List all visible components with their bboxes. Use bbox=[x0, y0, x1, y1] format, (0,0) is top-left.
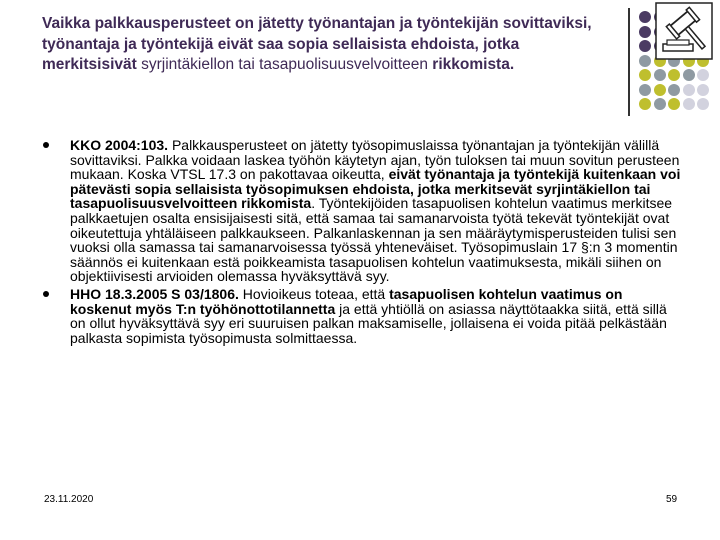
bullet-text-bold: eivät työnantaja ja työntekijä kuitenkaan voi pätevästi sopia sellaisista työsopimuksen ehdoista, jotka merkitsevät syrjintäkiellon tai tasapuolisuusvelvoitteen rikkomista bbox=[70, 166, 681, 212]
decorative-dot bbox=[639, 40, 651, 52]
bullet-text-bold: tasapuolisen kohtelun vaatimus on koskenut myös T:n työhönottotilannetta bbox=[70, 285, 623, 317]
bullet-text-bold: KKO 2004:103. bbox=[70, 137, 169, 153]
decorative-dot bbox=[639, 69, 651, 81]
decorative-dot bbox=[697, 98, 709, 110]
decorative-dot bbox=[639, 98, 651, 110]
decorative-dot bbox=[639, 55, 651, 67]
decorative-dot bbox=[668, 98, 680, 110]
decorative-divider bbox=[628, 8, 630, 116]
title-bold-part: Vaikka palkkausperusteet on jätetty työnantajan ja työntekijän sovittaviksi, työnantaja ja työntekijä eivät saa sopia sellaisista ehdoista, jotka merkitsisivät bbox=[42, 15, 592, 73]
bullet-item bbox=[42, 138, 682, 284]
decorative-dot bbox=[683, 98, 695, 110]
bullet-text: Hovioikeus toteaa, että bbox=[238, 285, 390, 302]
decorative-dot bbox=[654, 98, 666, 110]
decorative-dot bbox=[683, 69, 695, 81]
decorative-dot bbox=[654, 84, 666, 96]
decorative-dot bbox=[639, 11, 651, 23]
bullet-marker bbox=[43, 142, 49, 148]
decorative-dot bbox=[654, 69, 666, 81]
title-bold-end: rikkomista. bbox=[428, 56, 515, 73]
bullet-text-bold: HHO 18.3.2005 S 03/1806. bbox=[70, 285, 239, 302]
decorative-dot bbox=[683, 84, 695, 96]
bullet-text: . Työntekijöiden tasapuolisen kohtelun vaatimus merkitsee palkkaetujen osalta ensisijaisesti sitä, että samaa tai samanarvoista työtä tekevät työntekijät ovat oikeutettuja yhtäläiseen palkkaukseen. Palkanlaskennan ja sen määräytymisperusteiden tulisi sen vuoksi olla samassa tai samanarvoisessa työssä yhteneväiset. Työsopimuslain 17 §:n 3 momentin säännös ei kuitenkaan estä poikkeamista tasapuolisen kohtelun vaatimuksesta, mikäli siihen on objektiivisesti arvioiden olemassa hyväksyttävä syy. bbox=[70, 195, 678, 285]
bullet-marker bbox=[43, 291, 49, 297]
bullet-item bbox=[42, 287, 682, 345]
decorative-dot bbox=[668, 84, 680, 96]
bullet-list bbox=[42, 138, 682, 348]
bullet-text: Palkkausperusteet on jätetty työsopimuslaissa työnantajan ja työntekijän välillä sovittaviksi. Palkka voidaan laskea työhön käytetyn ajan, työn tuloksen tai muun sovitun perusteen mukaan. Koska VTSL 17.3 on pakottavaa oikeutta, bbox=[70, 137, 680, 183]
decorative-dot bbox=[697, 69, 709, 81]
footer-date: 23.11.2020 bbox=[44, 494, 94, 505]
decorative-dot bbox=[668, 69, 680, 81]
slide-title bbox=[42, 14, 617, 76]
decorative-dot bbox=[639, 84, 651, 96]
page-number: 59 bbox=[666, 494, 678, 505]
title-plain-part: syrjintäkiellon tai tasapuolisuusvelvoitteen bbox=[136, 56, 428, 73]
decorative-dot bbox=[697, 84, 709, 96]
decorative-dot bbox=[639, 26, 651, 38]
gavel-icon bbox=[655, 2, 713, 60]
bullet-text: ja että yhtiöllä on asiassa näyttötaakka siitä, että sillä on ollut hyväksyttävä syy eri suuruisen palkan maksamiselle, jollaisena ei voida pitää pelkästään palkasta sopimista työsopimusta solmittaessa. bbox=[70, 300, 667, 346]
